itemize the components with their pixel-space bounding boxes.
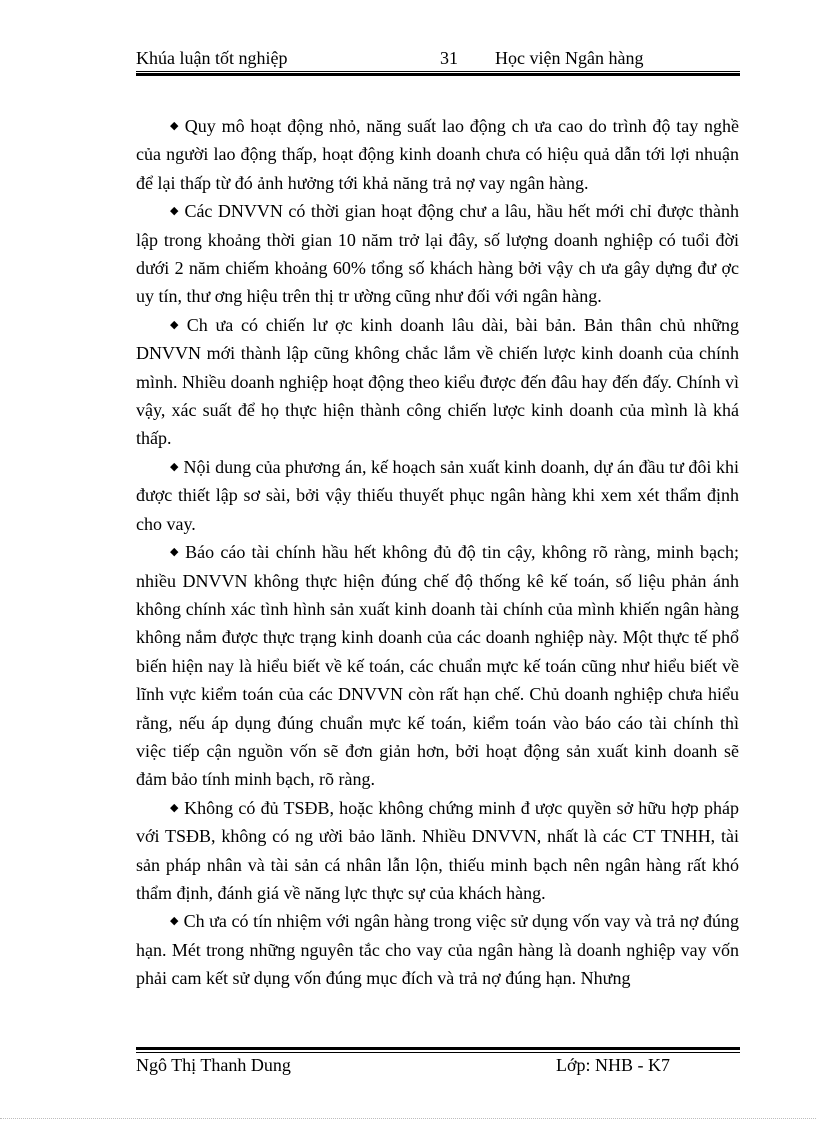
footer-author: Ngô Thị Thanh Dung <box>136 1055 291 1075</box>
paragraph-text: Báo cáo tài chính hầu hết không đủ độ tin cậy, không rõ ràng, minh bạch; nhiều DNVVN không thực hiện đúng chế độ thống kê kế toán, số liệu phản ánh không chính xác tình hình sản xuất kinh doanh tài chính của mình khiến ngân hàng không nắm được thực trạng kinh doanh của các doanh nghiệp này. Một thực tế phổ biến hiện nay là hiểu biết về kế toán, các chuẩn mực kế toán cũng như hiểu biết về lĩnh vực kiểm toán của các DNVVN còn rất hạn chế. Chủ doanh nghiệp chưa hiểu rằng, nếu áp dụng đúng chuẩn mực kế toán, kiểm toán vào báo cáo tài chính thì việc tiếp cận nguồn vốn sẽ đơn giản hơn, bởi hoạt động sản xuất kinh doanh sẽ đảm bảo tính minh bạch, rõ ràng. <box>136 542 739 790</box>
paragraph-text: Ch ưa có chiến lư ợc kinh doanh lâu dài, bài bản. Bản thân chủ những DNVVN mới thành lập cũng không chắc lắm về chiến lược kinh doanh của chính mình. Nhiều doanh nghiệp hoạt động theo kiểu được đến đâu hay đến đấy. Chính vì vậy, xác suất để họ thực hiện thành công chiến lược kinh doanh của mình là khá thấp. <box>136 314 739 449</box>
paragraph <box>136 794 739 908</box>
header-divider <box>136 71 740 76</box>
paragraph <box>136 453 739 538</box>
paragraph-text: Các DNVVN có thời gian hoạt động chư a lâu, hầu hết mới chỉ được thành lập trong khoảng thời gian 10 năm trở lại đây, số lượng doanh nghiệp có tuổi đời dưới 2 năm chiếm khoảng 60% tổng số khách hàng bởi vậy ch ưa gây dựng đư ợc uy tín, thư ơng hiệu trên thị tr ường cũng như đối với ngân hàng. <box>136 201 739 307</box>
paragraph <box>136 538 739 794</box>
diamond-bullet-icon: ◆ <box>170 120 180 132</box>
page-boundary <box>0 1118 816 1119</box>
footer-class: Lớp: NHB - K7 <box>556 1055 671 1075</box>
header-thesis-label: Khúa luận tốt nghiệp <box>136 48 288 68</box>
diamond-bullet-icon: ◆ <box>170 318 182 331</box>
diamond-bullet-icon: ◆ <box>170 801 180 814</box>
page-header <box>136 46 740 70</box>
page-footer <box>136 1053 740 1077</box>
paragraph <box>136 907 739 992</box>
paragraph-text: Ch ưa có tín nhiệm với ngân hàng trong việc sử dụng vốn vay và trả nợ đúng hạn. Mét trong những nguyên tắc cho vay của ngân hàng là doanh nghiệp vay vốn phải cam kết sử dụng vốn đúng mục đích và trả nợ đúng hạn. Nhưng <box>136 911 740 989</box>
paragraph <box>136 311 739 453</box>
header-institution: Học viện Ngân hàng <box>495 48 644 68</box>
paragraph <box>136 197 739 311</box>
diamond-bullet-icon: ◆ <box>170 546 181 559</box>
document-body <box>136 112 739 993</box>
paragraph-text: Không có đủ TSĐB, hoặc không chứng minh đ ược quyền sở hữu hợp pháp với TSĐB, không có ng ười bảo lãnh. Nhiều DNVVN, nhất là các CT TNHH, tài sản pháp nhân và tài sản cá nhân lẫn lộn, thiếu minh bạch nên ngân hàng rất khó thẩm định, đánh giá về năng lực thực sự của khách hàng. <box>136 797 739 903</box>
page-number: 31 <box>440 48 458 68</box>
diamond-bullet-icon: ◆ <box>170 460 179 473</box>
diamond-bullet-icon: ◆ <box>170 205 180 218</box>
paragraph-text: Nội dung của phương án, kế hoạch sản xuất kinh doanh, dự án đầu tư đôi khi được thiết lập sơ sài, bởi vậy thiếu thuyết phục ngân hàng khi xem xét thẩm định cho vay. <box>136 456 739 534</box>
paragraph-text: Quy mô hoạt động nhỏ, năng suất lao động ch ưa cao do trình độ tay nghề của người lao động thấp, hoạt động kinh doanh chưa có hiệu quả dẫn tới lợi nhuận để lại thấp từ đó ảnh hưởng tới khả năng trả nợ vay ngân hàng. <box>136 116 739 193</box>
paragraph <box>136 112 739 197</box>
diamond-bullet-icon: ◆ <box>170 915 179 928</box>
